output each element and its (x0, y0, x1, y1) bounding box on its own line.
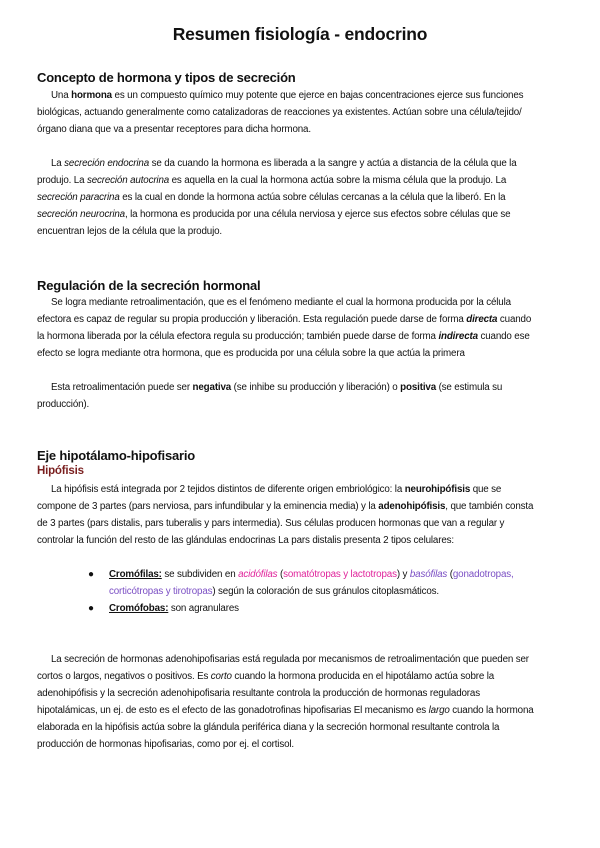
cell-types-list (86, 567, 531, 618)
paragraph-hipofisis: La hipófisis está integrada por 2 tejidos distintos de diferente origen embriológico: la neurohipófisis que se compone de 3 partes (pars nerviosa, pars infundibular y la eminencia media) y la adenohipófisis, que también consta de 3 partes (pars distalis, pars tuberalis y pars intermedia). Sus células producen hormonas que van a regular y controlar la función del resto de las glándulas endocrinas La pars distalis presenta 2 tipos celulares: (37, 484, 534, 546)
section-heading-regulacion: Regulación de la secreción hormonal (37, 278, 261, 293)
document-title: Resumen fisiología - endocrino (172, 24, 428, 44)
paragraph-mecanismos-retroalimentacion: La secreción de hormonas adenohipofisarias está regulada por mecanismos de retroalimentación que pueden ser cortos o largos, negativos o positivos. Es corto cuando la hormona producida en el hipotálamo actúa sobre la adenohipófisis y la secreción adenohipofisaria resultante controla la producción de hormonas reguladoras hipotalámicas, un ej. de esto es el efecto de las gonadotrofinas hipofisarias El mecanismo es largo cuando la hormona elaborada en la hipófisis actúa sobre la glándula periférica diana y la secreción hormonal resultante controla la producción de hormonas hipofisarias, como por ej. el cortisol. (37, 654, 534, 750)
section-heading-eje: Eje hipotálamo-hipofisario (37, 448, 196, 463)
bullet-icon: ● (88, 569, 94, 580)
list-item-cromofobas: ● Cromófobas: son agranulares (86, 601, 531, 618)
subheading-hipofisis: Hipófisis (37, 465, 84, 477)
paragraph-hormona-definicion: Una hormona es un compuesto químico muy potente que ejerce en bajas concentraciones ejerce sus funciones biológicas, actuando generalmente como catalizadoras de reacciones ya existentes. Actúan sobre una célula/tejido/órgano diana que va a presentar receptores para dicha hormona. (37, 90, 524, 135)
bullet-icon: ● (88, 602, 94, 614)
list-item-cromofilas: ● Cromófilas: se subdividen en acidófilas (somatótropas y lactotropas) y basófilas (gonadotropas, corticótropas y tirotropas) según la coloración de sus gránulos citoplasmáticos. (88, 569, 514, 597)
section-heading-hormona: Concepto de hormona y tipos de secreción (37, 70, 296, 85)
paragraph-negativa-positiva: Esta retroalimentación puede ser negativa (se inhibe su producción y liberación) o positiva (se estimula su producción). (37, 382, 503, 410)
paragraph-tipos-secrecion: La secreción endocrina se da cuando la hormona es liberada a la sangre y actúa a distancia de la célula que la produjo. La secreción autocrina es aquella en la cual la hormona actúa sobre la misma célula que la produjo. La secreción paracrina es la cual en donde la hormona actúa sobre células cercanas a la célula que la liberó. En la secreción neurocrina, la hormona es producida por una célula nerviosa y ejerce sus efectos sobre células que se encuentran lejos de la célula que la produjo. (37, 158, 517, 237)
paragraph-retroalimentacion: Se logra mediante retroalimentación, que es el fenómeno mediante el cual la hormona producida por la célula efectora es capaz de regular su propia producción y liberación. Esta regulación puede darse de forma directa cuando la hormona liberada por la célula efectora regula su producción; también puede darse de forma indirecta cuando ese efecto se logra mediante otra hormona, que es producida por una célula sobre la que actúa la primera (37, 297, 532, 359)
